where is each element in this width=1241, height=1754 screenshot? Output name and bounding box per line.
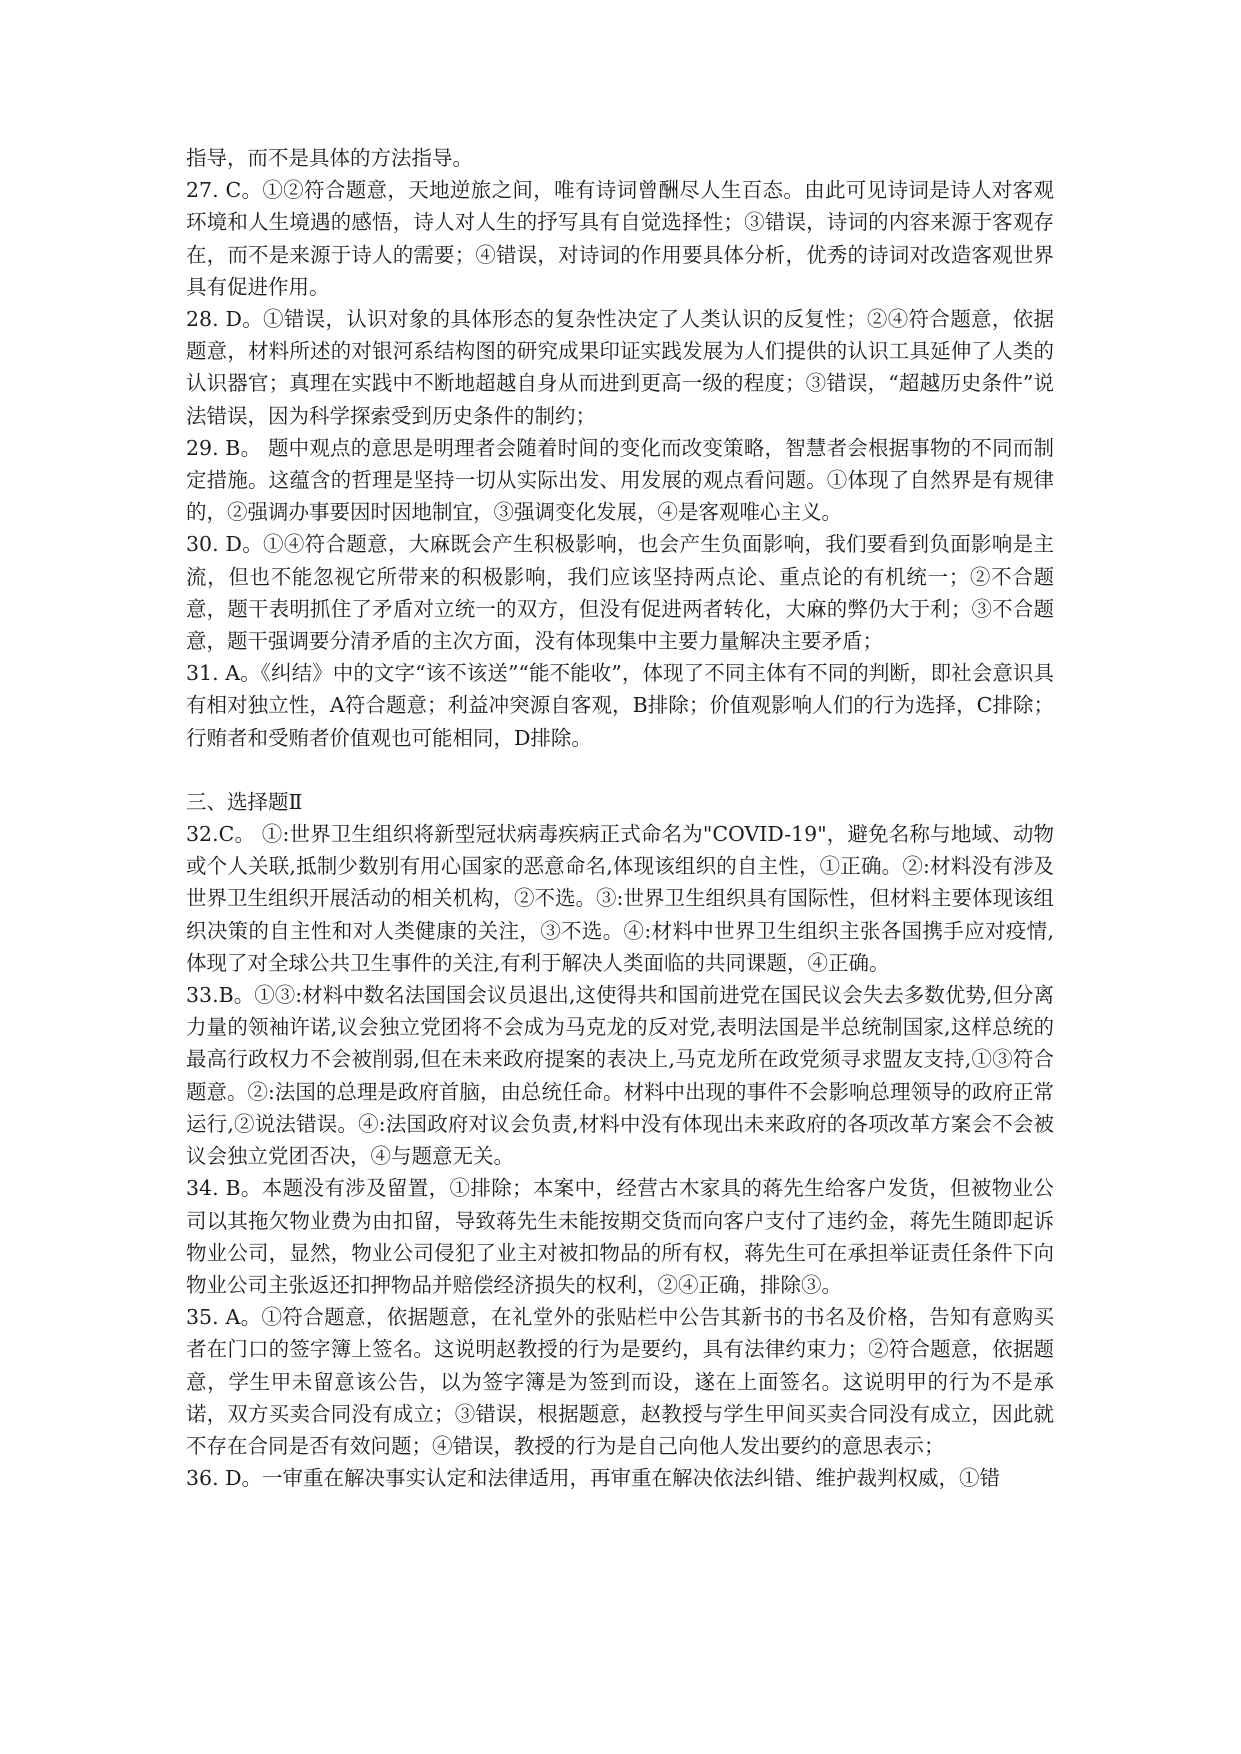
answer-34: 34. B。本题没有涉及留置，①排除；本案中，经营古木家具的蒋先生给客户发货，但被物业公司以其拖欠物业费为由扣留，导致蒋先生未能按期交货而向客户支付了违约金，蒋先生随即起诉物业公司，显然，物业公司侵犯了业主对被扣物品的所有权，蒋先生可在承担举证责任条件下向物业公司主张返还扣押物品并赔偿经济损失的权利，②④正确，排除③。: [186, 1176, 1054, 1297]
paragraph-continuation: 指导，而不是具体的方法指导。: [186, 146, 473, 170]
answer-29: 29. B。 题中观点的意思是明理者会随着时间的变化而改变策略，智慧者会根据事物的不同而制定措施。这蕴含的哲理是坚持一切从实际出发、用发展的观点看问题。①体现了自然界是有规律的，②强调办事要因时因地制宜，③强调变化发展，④是客观唯心主义。: [186, 435, 1054, 525]
answer-32: 32.C。 ①:世界卫生组织将新型冠状病毒疾病正式命名为"COVID-19"，避免名称与地域、动物或个人关联,抵制少数别有用心国家的恶意命名,体现该组织的自主性，①正确。②:材料没有涉及世界卫生组织开展活动的相关机构，②不选。③:世界卫生组织具有国际性，但材料主要体现该组织决策的自主性和对人类健康的关注，③不选。④:材料中世界卫生组织主张各国携手应对疫情,体现了对全球公共卫生事件的关注,有利于解决人类面临的共同课题，④正确。: [186, 822, 1054, 975]
section-heading: 三、选择题Ⅱ: [186, 789, 303, 814]
answer-31: 31. A。《纠结》中的文字“该不该送”“能不能收”，体现了不同主体有不同的判断，即社会意识具有相对独立性，A符合题意；利益冲突源自客观，B排除；价值观影响人们的行为选择，C排除；行贿者和受贿者价值观也可能相同，D排除。: [186, 661, 1054, 750]
answer-36: 36. D。一审重在解决事实认定和法律适用，再审重在解决依法纠错、维护裁判权威，①错: [186, 1466, 1001, 1491]
section-spacer: [186, 754, 1054, 786]
answer-35: 35. A。①符合题意，依据题意，在礼堂外的张贴栏中公告其新书的书名及价格，告知有意购买者在门口的签字簿上签名。这说明赵教授的行为是要约，具有法律约束力；②符合题意，依据题意，学生甲未留意该公告，以为签字簿是为签到而设，遂在上面签名。这说明甲的行为不是承诺，双方买卖合同没有成立；③错误，根据题意，赵教授与学生甲间买卖合同没有成立，因此就不存在合同是否有效问题；④错误，教授的行为是自己向他人发出要约的意思表示；: [186, 1305, 1054, 1458]
answer-33: 33.B。①③:材料中数名法国国会议员退出,这使得共和国前进党在国民议会失去多数优势,但分离力量的领袖许诺,议会独立党团将不会成为马克龙的反对党,表明法国是半总统制国家,这样总统的最高行政权力不会被削弱,但在未来政府提案的表决上,马克龙所在政党须寻求盟友支持,①③符合题意。②:法国的总理是政府首脑，由总统任命。材料中出现的事件不会影响总理领导的政府正常运行,②说法错误。④:法国政府对议会负责,材料中没有体现出未来政府的各项改革方案会不会被议会独立党团否决，④与题意无关。: [186, 983, 1054, 1169]
answer-30: 30. D。①④符合题意，大麻既会产生积极影响，也会产生负面影响，我们要看到负面影响是主流，但也不能忽视它所带来的积极影响，我们应该坚持两点论、重点论的有机统一；②不合题意，题干表明抓住了矛盾对立统一的双方，但没有促进两者转化，大麻的弊仍大于利；③不合题意，题干强调要分清矛盾的主次方面，没有体现集中主要力量解决主要矛盾；: [186, 532, 1054, 654]
answer-27: 27. C。①②符合题意，天地逆旅之间，唯有诗词曾酬尽人生百态。由此可见诗词是诗人对客观环境和人生境遇的感悟，诗人对人生的抒写具有自觉选择性；③错误，诗词的内容来源于客观存在，而不是来源于诗人的需要；④错误，对诗词的作用要具体分析，优秀的诗词对改造客观世界具有促进作用。: [186, 178, 1054, 299]
answer-text-body: [186, 142, 1054, 1494]
answer-28: 28. D。①错误，认识对象的具体形态的复杂性决定了人类认识的反复性；②④符合题意，依据题意，材料所述的对银河系结构图的研究成果印证实践发展为人们提供的认识工具延伸了人类的认识器官；真理在实践中不断地超越自身从而进到更高一级的程度；③错误，“超越历史条件”说法错误，因为科学探索受到历史条件的制约；: [186, 307, 1054, 428]
